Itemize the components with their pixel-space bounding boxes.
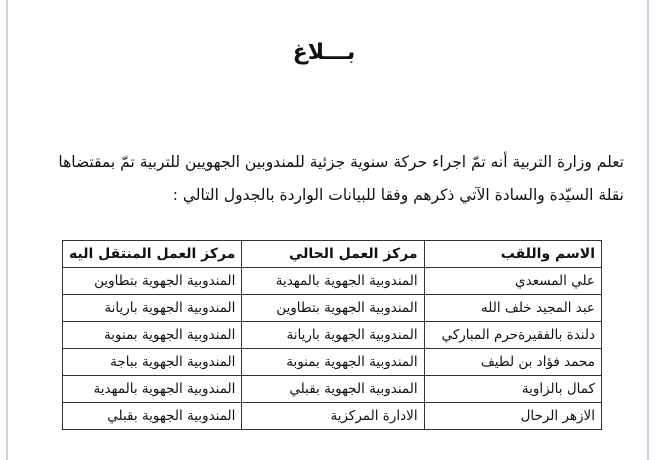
cell-current-post: الادارة المركزية [242,403,424,430]
table-row [63,376,602,403]
paragraph-line: نقلة السيّدة والسادة الآتي ذكرهم وفقا للبيانات الواردة بالجدول التالي : [172,186,624,204]
cell-current-post: المندوبية الجهوية بمنوبة [242,349,424,376]
header-current-post: مركز العمل الحالي [242,241,424,268]
table-row [63,268,602,295]
document-title-text: بـــلاغ [292,40,356,65]
cell-name: الازهر الرحال [424,403,601,430]
page-border-right [647,0,649,460]
header-name: الاسم واللقب [424,241,601,268]
table-row [63,295,602,322]
cell-name: علي المسعدي [424,268,601,295]
cell-new-post: المندوبية الجهوية بمنوبة [63,322,242,349]
cell-name: دلندة بالفقيرةحرم المباركي [424,322,601,349]
cell-current-post: المندوبية الجهوية بالمهدية [242,268,424,295]
cell-new-post: المندوبية الجهوية بقبلي [63,403,242,430]
table-row [63,322,602,349]
table-row [63,403,602,430]
document-body [24,0,626,460]
announcement-paragraph [24,146,624,212]
cell-name: كمال بالزاوية [424,376,601,403]
cell-current-post: المندوبية الجهوية بقبلي [242,376,424,403]
cell-new-post: المندوبية الجهوية بالمهدية [63,376,242,403]
cell-current-post: المندوبية الجهوية بتطاوين [242,295,424,322]
cell-new-post: المندوبية الجهوية بتطاوين [63,268,242,295]
page-border-left [6,0,8,460]
cell-current-post: المندوبية الجهوية باريانة [242,322,424,349]
paragraph-line: تعلم وزارة التربية أنه تمّ اجراء حركة سنوية جزئية للمندوبين الجهويين للتربية تمّ بمقتضاها [58,153,624,171]
cell-new-post: المندوبية الجهوية بباجة [63,349,242,376]
transfers-table [62,240,602,430]
document-title [24,38,624,70]
cell-name: عبد المجيد خلف الله [424,295,601,322]
table-header-row [63,241,602,268]
cell-new-post: المندوبية الجهوية باريانة [63,295,242,322]
table-row [63,349,602,376]
cell-name: محمد فؤاد بن لطيف [424,349,601,376]
header-new-post: مركز العمل المنتقل اليه [63,241,242,268]
